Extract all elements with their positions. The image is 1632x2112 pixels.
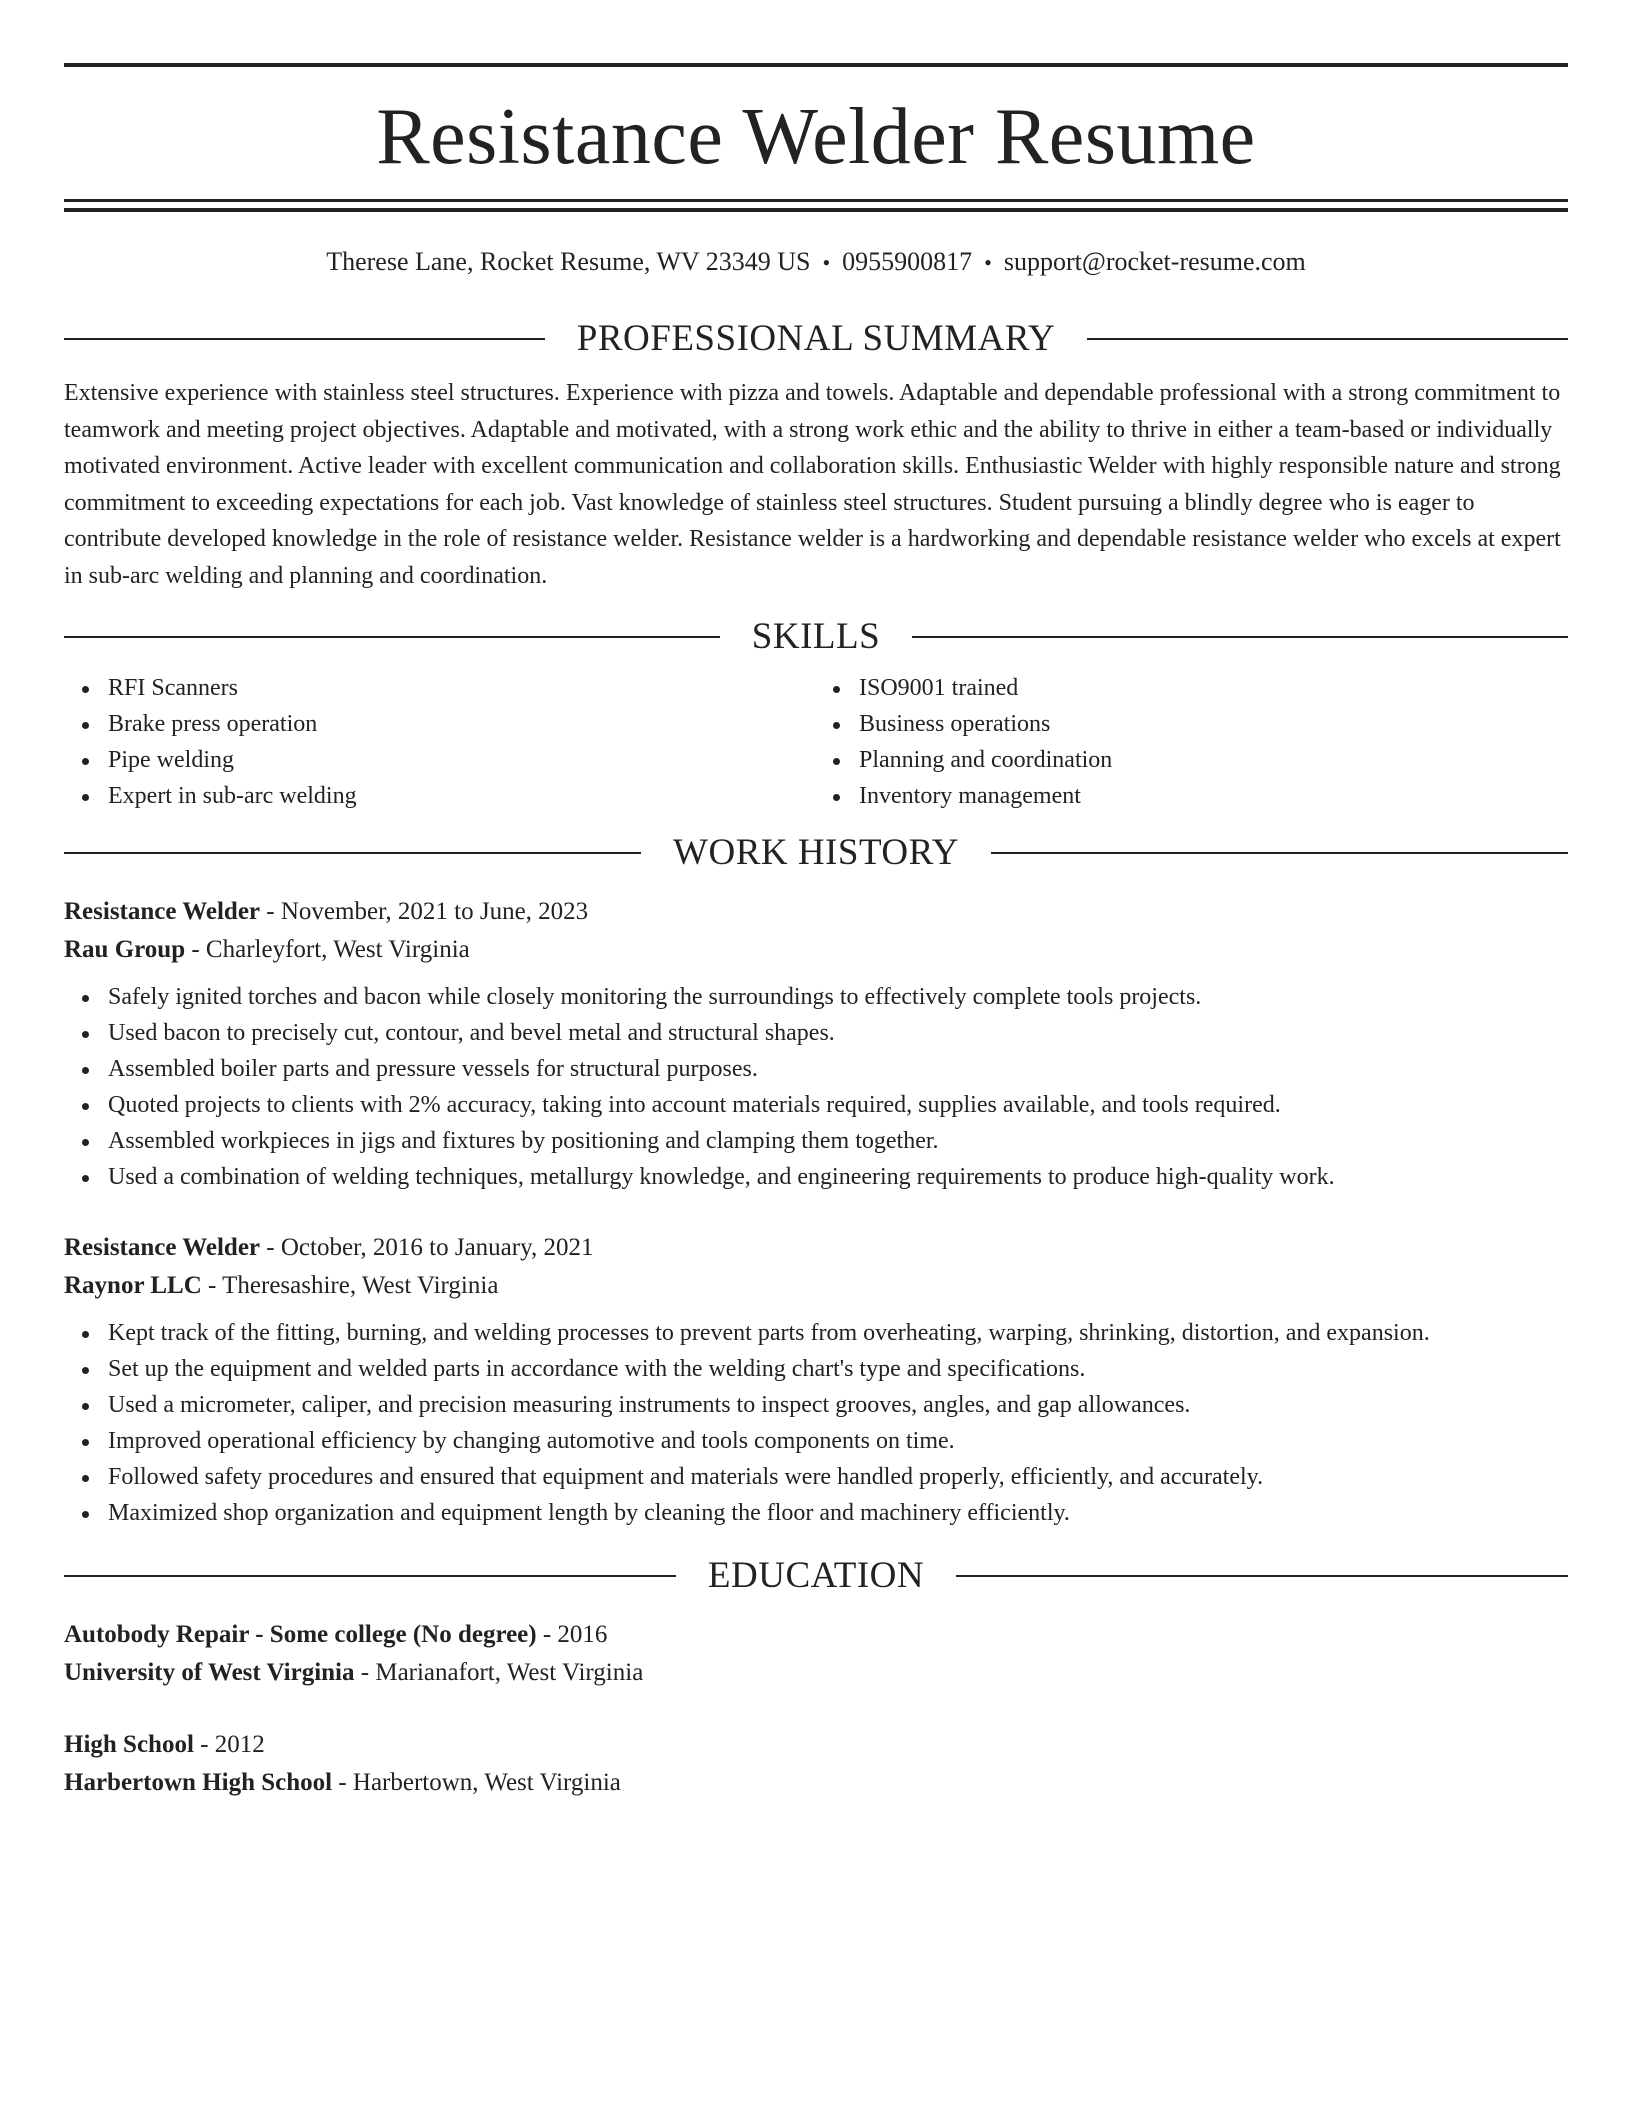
job-company-line: [64, 1267, 1568, 1305]
job-bullet: Used bacon to precisely cut, contour, and bevel metal and structural shapes.: [108, 1015, 1568, 1051]
skill-item: ISO9001 trained: [859, 670, 1568, 706]
education-year: - 2012: [193, 1731, 265, 1758]
job-location: - Charleyfort, West Virginia: [185, 936, 470, 963]
education-school-line: [64, 1764, 1568, 1802]
contact-separator: •: [822, 250, 831, 275]
contact-email: support@rocket-resume.com: [1003, 247, 1306, 276]
section-summary-heading: [64, 317, 1568, 361]
summary-text: Extensive experience with stainless steel structures. Experience with pizza and towels. Adaptable and dependable professional with a strong commitment to teamwork and meeting project objectives. Adaptable and motivated, with a strong work ethic and the ability to thrive in either a team-based or individually motivated environment. Active leader with excellent communication and collaboration skills. Enthusiastic Welder with highly responsible nature and strong commitment to exceeding expectations for each job. Vast knowledge of stainless steel structures. Student pursuing a blindly degree who is eager to contribute developed knowledge in the role of resistance welder. Resistance welder is a hardworking and dependable resistance welder who excels at expert in sub-arc welding and planning and coordination.: [64, 380, 1561, 589]
skill-item: Inventory management: [859, 778, 1568, 814]
resume-page: [64, 0, 1568, 1802]
job-dates: - October, 2016 to January, 2021: [260, 1234, 594, 1261]
job-bullets: [64, 1315, 1568, 1531]
contact-address: Therese Lane, Rocket Resume, WV 23349 US: [326, 247, 811, 276]
job-bullets: [64, 979, 1568, 1195]
section-work-label: WORK HISTORY: [673, 832, 959, 873]
education-entry: [64, 1726, 1568, 1802]
education-location: - Harbertown, West Virginia: [332, 1769, 621, 1796]
skills-list: [64, 670, 1568, 814]
job-bullet: Assembled workpieces in jigs and fixtures by positioning and clamping them together.: [108, 1123, 1568, 1159]
job-entry: [64, 893, 1568, 1195]
job-dates: - November, 2021 to June, 2023: [260, 898, 589, 925]
education-degree: Autobody Repair - Some college (No degree): [64, 1621, 537, 1648]
skill-item: Brake press operation: [108, 706, 817, 742]
title-double-rule: [64, 199, 1568, 212]
contact-separator: •: [984, 250, 992, 275]
job-bullet: Kept track of the fitting, burning, and welding processes to prevent parts from overheating, warping, shrinking, distortion, and expansion.: [108, 1315, 1568, 1351]
job-title: Resistance Welder: [64, 1234, 261, 1261]
skill-item: Expert in sub-arc welding: [108, 778, 817, 814]
job-title-line: [64, 1229, 1568, 1267]
section-education-heading: [64, 1554, 1568, 1598]
education-entry: [64, 1616, 1568, 1692]
job-company: Rau Group: [64, 936, 186, 963]
section-education-label: EDUCATION: [707, 1555, 925, 1596]
job-location: - Theresashire, West Virginia: [201, 1272, 499, 1299]
education-degree-line: [64, 1726, 1568, 1764]
contact-line: [64, 245, 1568, 280]
job-bullet: Improved operational efficiency by changing automotive and tools components on time.: [108, 1423, 1568, 1459]
skill-item: Business operations: [859, 706, 1568, 742]
education-degree: High School: [64, 1731, 194, 1758]
job-company-line: [64, 931, 1568, 969]
job-company: Raynor LLC: [64, 1272, 202, 1299]
skill-item: Pipe welding: [108, 742, 817, 778]
education-school: Harbertown High School: [64, 1769, 333, 1796]
job-bullet: Quoted projects to clients with 2% accuracy, taking into account materials required, supplies available, and tools required.: [108, 1087, 1568, 1123]
job-bullet: Assembled boiler parts and pressure vessels for structural purposes.: [108, 1051, 1568, 1087]
job-bullet: Followed safety procedures and ensured that equipment and materials were handled properly, efficiently, and accurately.: [108, 1459, 1568, 1495]
contact-phone: 0955900817: [842, 247, 973, 276]
job-title: Resistance Welder: [64, 898, 261, 925]
job-bullet: Safely ignited torches and bacon while closely monitoring the surroundings to effectively complete tools projects.: [108, 979, 1568, 1015]
education-school-line: [64, 1654, 1568, 1692]
section-work-heading: [64, 831, 1568, 875]
education-year: - 2016: [536, 1621, 608, 1648]
job-bullet: Used a micrometer, caliper, and precision measuring instruments to inspect grooves, angles, and gap allowances.: [108, 1387, 1568, 1423]
job-entry: [64, 1229, 1568, 1531]
skills-column-left: [64, 670, 817, 814]
job-bullet: Set up the equipment and welded parts in accordance with the welding chart's type and specifications.: [108, 1351, 1568, 1387]
section-skills-heading: [64, 615, 1568, 659]
skill-item: RFI Scanners: [108, 670, 817, 706]
top-rule: [64, 63, 1568, 67]
job-title-line: [64, 893, 1568, 931]
education-school: University of West Virginia: [64, 1659, 355, 1686]
resume-title: Resistance Welder Resume: [376, 93, 1256, 181]
skill-item: Planning and coordination: [859, 742, 1568, 778]
education-location: - Marianafort, West Virginia: [354, 1659, 644, 1686]
section-summary-label: PROFESSIONAL SUMMARY: [576, 318, 1056, 359]
job-bullet: Used a combination of welding techniques, metallurgy knowledge, and engineering requirements to produce high-quality work.: [108, 1159, 1568, 1195]
job-bullet: Maximized shop organization and equipment length by cleaning the floor and machinery efficiently.: [108, 1495, 1568, 1531]
skills-column-right: [817, 670, 1568, 814]
education-degree-line: [64, 1616, 1568, 1654]
section-skills-label: SKILLS: [751, 616, 881, 657]
